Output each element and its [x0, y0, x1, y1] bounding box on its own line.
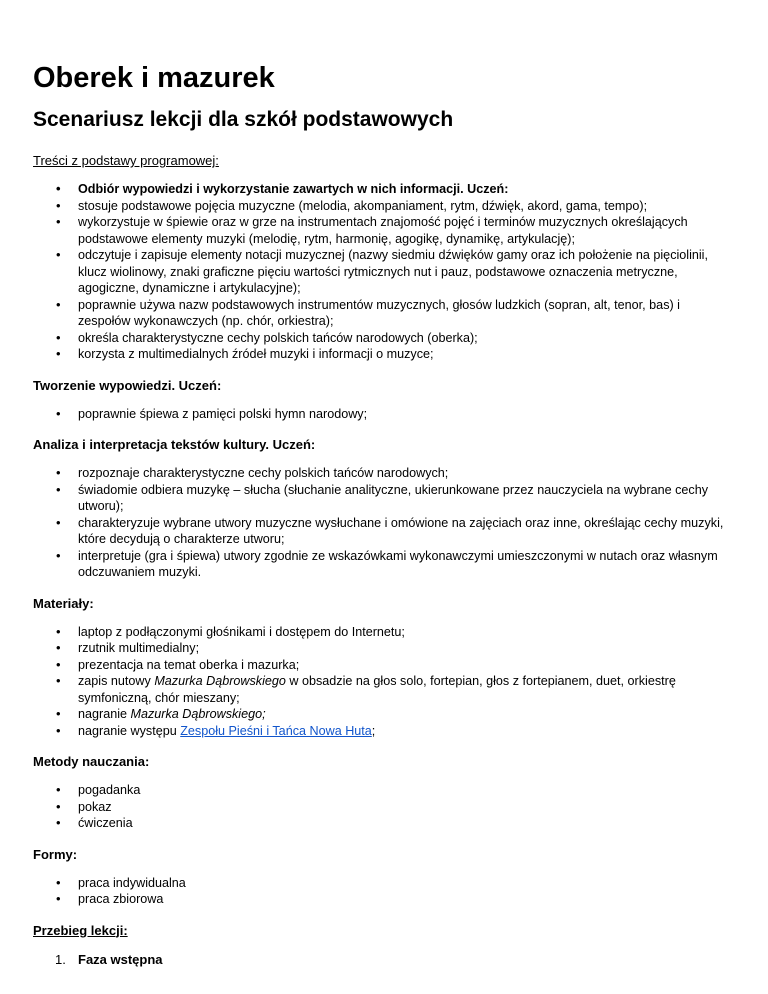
ensemble-link[interactable]: Zespołu Pieśni i Tańca Nowa Huta: [180, 723, 372, 738]
step-label: Faza wstępna: [78, 951, 163, 967]
list-item: • rzutnik multimedialny;: [33, 640, 728, 657]
page-title: Oberek i mazurek: [33, 62, 275, 94]
text-run: zapis nutowy: [78, 674, 155, 688]
creation-title: Tworzenie wypowiedzi. Uczeń:: [33, 377, 222, 393]
list-item: • świadomie odbiera muzykę – słucha (słuchanie analityczne, ukierunkowane przez nauczyciela na wybrane cechy utworu);: [33, 482, 728, 515]
materials-list: [33, 624, 728, 740]
text-run: nagranie: [78, 707, 131, 721]
score-title: Mazurka Dąbrowskiego: [154, 674, 286, 688]
curriculum-list: [33, 181, 728, 363]
forms-title: Formy:: [33, 846, 78, 862]
analysis-title: Analiza i interpretacja tekstów kultury. Uczeń:: [33, 437, 316, 452]
lesson-step: [33, 951, 728, 968]
list-item: • wykorzystuje w śpiewie oraz w grze na instrumentach znajomość pojęć i terminów muzycznych określających podstawowe elementy muzyki (melodię, rytm, harmonię, agogikę, dynamikę, artykulację);: [33, 214, 728, 247]
list-item: • pogadanka: [33, 782, 728, 799]
list-item: • stosuje podstawowe pojęcia muzyczne (melodia, akompaniament, rytm, dźwięk, akord, gama, tempo);: [33, 198, 728, 215]
list-item: • charakteryzuje wybrane utwory muzyczne wysłuchane i omówione na zajęciach oraz inne, określając cechy muzyki, które decydują o charakterze utworu;: [33, 515, 728, 548]
list-item: • praca indywidualna: [33, 875, 728, 892]
curriculum-label: Treści z podstawy programowej:: [33, 153, 219, 168]
list-item: • pokaz: [33, 799, 728, 816]
list-item: • poprawnie używa nazw podstawowych instrumentów muzycznych, głosów ludzkich (sopran, alt, tenor, bas) i zespołów wykonawczych (np. chór, orkiestra);: [33, 297, 728, 330]
list-item: [33, 673, 728, 706]
page-subtitle: Scenariusz lekcji dla szkół podstawowych: [33, 108, 454, 131]
list-item: • ćwiczenia: [33, 815, 728, 832]
list-item: • prezentacja na temat oberka i mazurka;: [33, 657, 728, 674]
list-item: • korzysta z multimedialnych źródeł muzyki i informacji o muzyce;: [33, 346, 728, 363]
list-item: • laptop z podłączonymi głośnikami i dostępem do Internetu;: [33, 624, 728, 641]
list-item: [33, 706, 728, 723]
list-item: • poprawnie śpiewa z pamięci polski hymn narodowy;: [33, 406, 728, 423]
text-run: ;: [371, 723, 376, 738]
list-item: • rozpoznaje charakterystyczne cechy polskich tańców narodowych;: [33, 465, 728, 482]
list-item: • interpretuje (gra i śpiewa) utwory zgodnie ze wskazówkami wykonawczymi umieszczonymi w nutach oraz własnym odczuwaniem muzyki.: [33, 548, 728, 581]
lesson-steps: [33, 951, 728, 968]
methods-title: Metody nauczania:: [33, 754, 150, 769]
forms-list: [33, 875, 728, 908]
list-item: • praca zbiorowa: [33, 891, 728, 908]
step-number: 1.: [55, 951, 66, 967]
list-item: • odczytuje i zapisuje elementy notacji muzycznej (nazwy siedmiu dźwięków gamy oraz ich położenie na pięciolinii, klucz wiolinowy, znaki graficzne pięciu wartości rytmicznych nut i pauz, podstawowe oznaczenia metryczne, agogiczne, dynamiczne i artykulacyjne);: [33, 247, 728, 297]
methods-list: [33, 782, 728, 832]
list-item: [33, 723, 728, 740]
creation-list: [33, 406, 728, 423]
text-run: w obsadzie na głos solo, fortepian, głos z fortepianem, duet, orkiestrę symfoniczną, chór mieszany;: [78, 674, 676, 705]
analysis-list: [33, 465, 728, 581]
materials-title: Materiały:: [33, 595, 94, 611]
list-item: • Odbiór wypowiedzi i wykorzystanie zawartych w nich informacji. Uczeń:: [33, 181, 728, 198]
text-run: nagranie występu: [78, 723, 181, 738]
list-item: • określa charakterystyczne cechy polskich tańców narodowych (oberka);: [33, 330, 728, 347]
lesson-title: Przebieg lekcji:: [33, 922, 128, 938]
recording-title: Mazurka Dąbrowskiego;: [130, 707, 266, 721]
